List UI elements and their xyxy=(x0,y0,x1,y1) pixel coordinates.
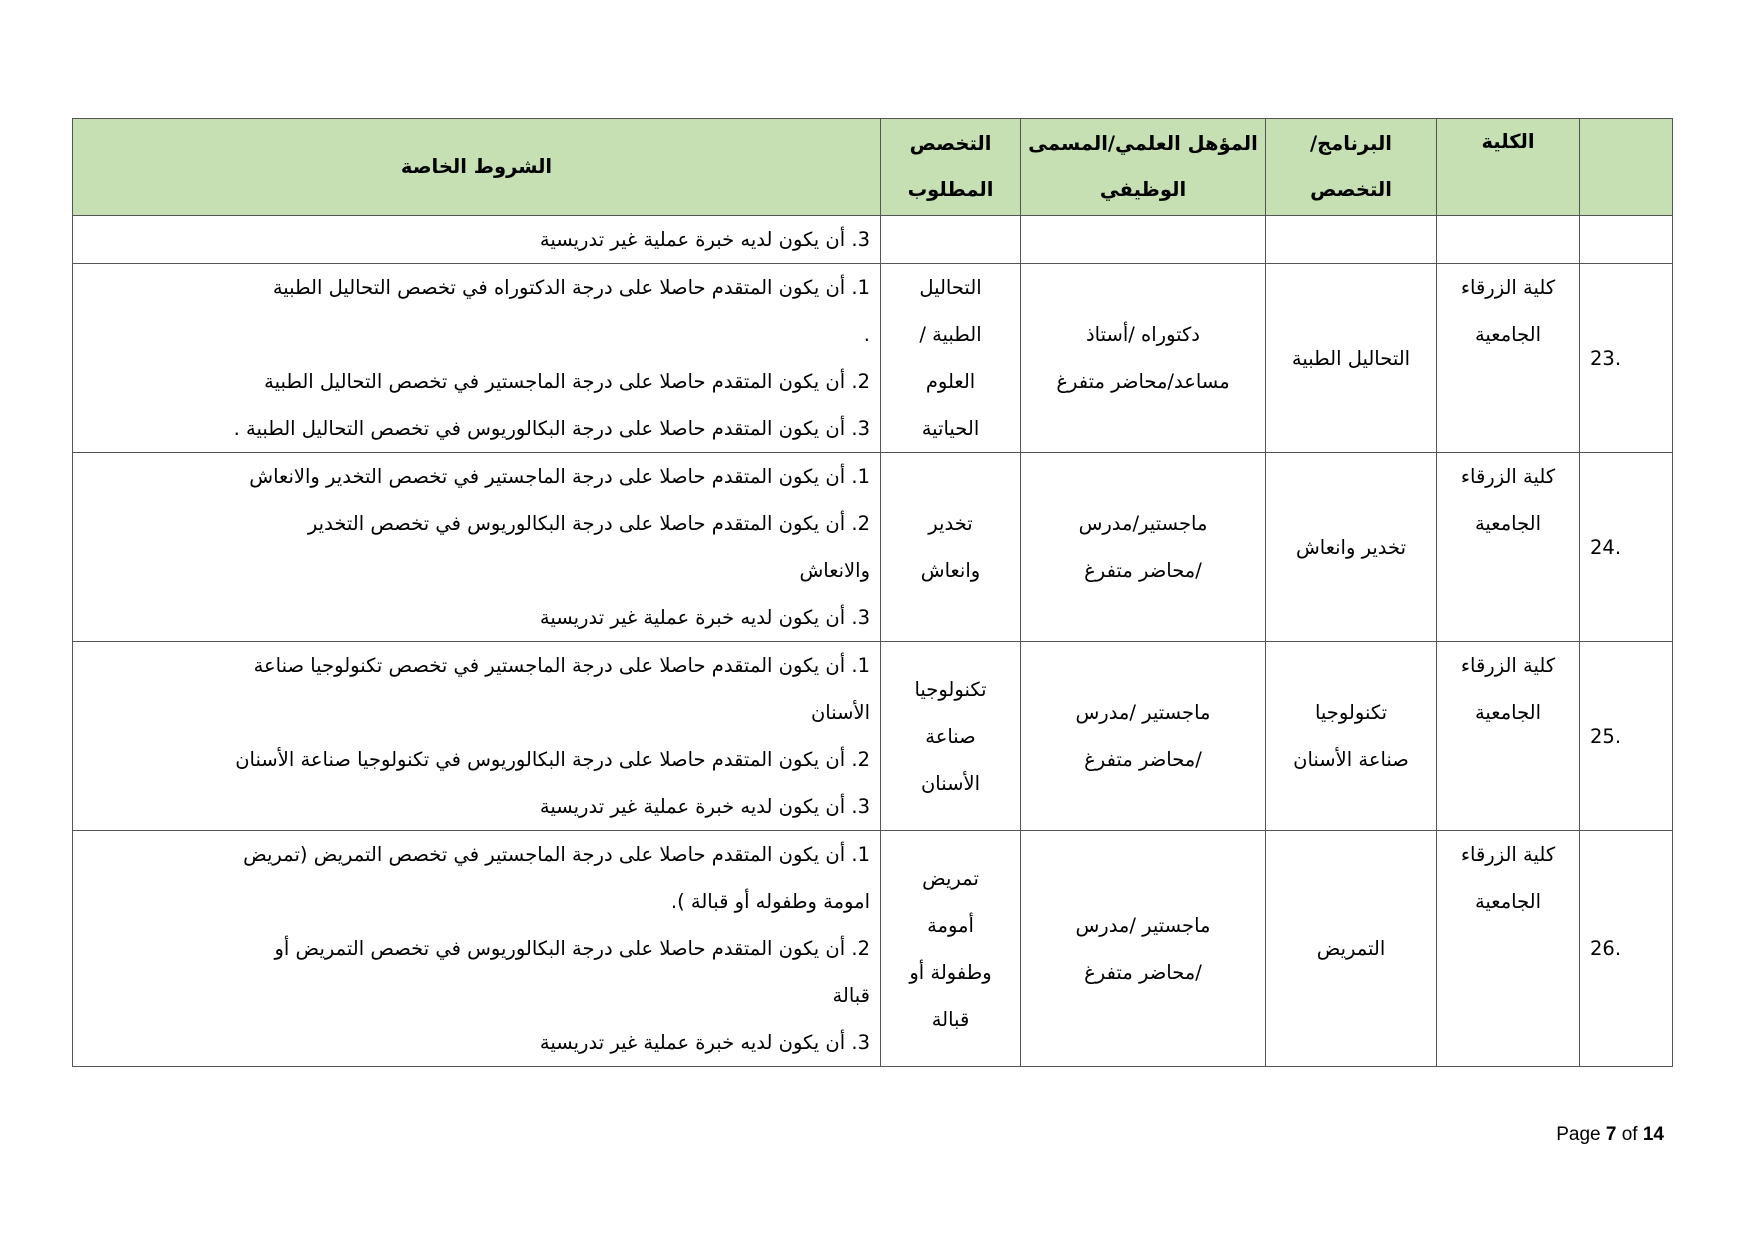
cell-qualification: دكتوراه /أستاذ مساعد/محاضر متفرغ xyxy=(1021,264,1266,453)
cell-specialty xyxy=(881,216,1021,264)
table-row-continuation xyxy=(73,216,1673,264)
cell-number xyxy=(1580,216,1673,264)
cell-number: 23. xyxy=(1580,264,1673,453)
header-number xyxy=(1580,119,1673,216)
cell-college xyxy=(1437,216,1580,264)
page-word: Page xyxy=(1556,1124,1601,1145)
page-total: 14 xyxy=(1642,1124,1664,1145)
cell-qualification: ماجستير /مدرس /محاضر متفرغ xyxy=(1021,831,1266,1067)
table-row xyxy=(73,831,1673,1067)
cell-college: كلية الزرقاء الجامعية xyxy=(1437,453,1580,642)
page-current: 7 xyxy=(1605,1124,1617,1145)
cell-qualification xyxy=(1021,216,1266,264)
cell-college: كلية الزرقاء الجامعية xyxy=(1437,642,1580,831)
cell-conditions: 3. أن يكون لديه خبرة عملية غير تدريسية xyxy=(73,216,881,264)
cell-specialty: تكنولوجيا صناعة الأسنان xyxy=(881,642,1021,831)
table-row xyxy=(73,642,1673,831)
cell-conditions: 1. أن يكون المتقدم حاصلا على درجة الماجستير في تخصص تكنولوجيا صناعة الأسنان 2. أن يكون المتقدم حاصلا على درجة البكالوريوس في تكنولوجيا صناعة الأسنان 3. أن يكون لديه خبرة عملية غير تدريسية xyxy=(73,642,881,831)
cell-specialty: تمريض أمومة وطفولة أو قبالة xyxy=(881,831,1021,1067)
cell-program: تخدير وانعاش xyxy=(1266,453,1437,642)
header-qualification: المؤهل العلمي/المسمى الوظيفي xyxy=(1021,119,1266,216)
cell-number: 25. xyxy=(1580,642,1673,831)
header-program: البرنامج/ التخصص xyxy=(1266,119,1437,216)
table-header-row xyxy=(73,119,1673,216)
of-word: of xyxy=(1621,1124,1638,1145)
header-specialty: التخصص المطلوب xyxy=(881,119,1021,216)
cell-program: التحاليل الطبية xyxy=(1266,264,1437,453)
table-row xyxy=(73,453,1673,642)
cell-specialty: تخدير وانعاش xyxy=(881,453,1021,642)
cell-specialty: التحاليل الطبية / العلوم الحياتية xyxy=(881,264,1021,453)
header-college: الكلية xyxy=(1437,119,1580,216)
header-conditions: الشروط الخاصة xyxy=(73,119,881,216)
cell-qualification: ماجستير/مدرس /محاضر متفرغ xyxy=(1021,453,1266,642)
cell-college: كلية الزرقاء الجامعية xyxy=(1437,264,1580,453)
positions-table xyxy=(72,118,1673,1067)
cell-number: 26. xyxy=(1580,831,1673,1067)
cell-conditions: 1. أن يكون المتقدم حاصلا على درجة الدكتوراه في تخصص التحاليل الطبية . 2. أن يكون المتقدم حاصلا على درجة الماجستير في تخصص التحاليل الطبية 3. أن يكون المتقدم حاصلا على درجة البكالوريوس في تخصص التحاليل الطبية . xyxy=(73,264,881,453)
cell-conditions: 1. أن يكون المتقدم حاصلا على درجة الماجستير في تخصص التخدير والانعاش 2. أن يكون المتقدم حاصلا على درجة البكالوريوس في تخصص التخدير والانعاش 3. أن يكون لديه خبرة عملية غير تدريسية xyxy=(73,453,881,642)
cell-conditions: 1. أن يكون المتقدم حاصلا على درجة الماجستير في تخصص التمريض (تمريض امومة وطفوله أو قبالة ). 2. أن يكون المتقدم حاصلا على درجة البكالوريوس في تخصص التمريض أو قبالة 3. أن يكون لديه خبرة عملية غير تدريسية xyxy=(73,831,881,1067)
cell-qualification: ماجستير /مدرس /محاضر متفرغ xyxy=(1021,642,1266,831)
table-row xyxy=(73,264,1673,453)
cell-program: التمريض xyxy=(1266,831,1437,1067)
page-footer xyxy=(1556,1124,1664,1146)
cell-number: 24. xyxy=(1580,453,1673,642)
cell-program: تكنولوجيا صناعة الأسنان xyxy=(1266,642,1437,831)
cell-program xyxy=(1266,216,1437,264)
cell-college: كلية الزرقاء الجامعية xyxy=(1437,831,1580,1067)
